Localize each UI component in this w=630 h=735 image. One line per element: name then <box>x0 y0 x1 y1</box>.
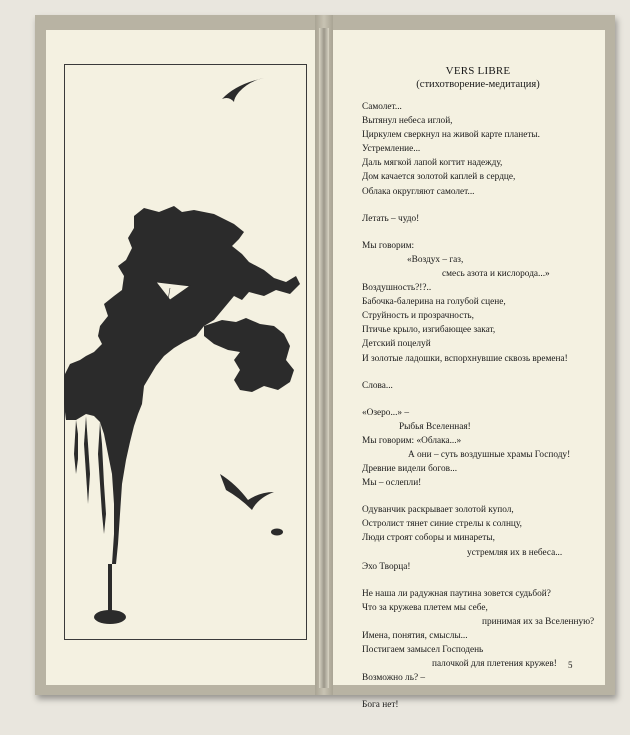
poem-line: Постигаем замысел Господень <box>362 645 484 656</box>
poem-line: Облака округляют самолет... <box>362 186 475 197</box>
poem-line: А они – суть воздушные храмы Господу! <box>408 449 571 460</box>
poem-line: Мы – ослепли! <box>362 478 422 489</box>
poem-line: Остролист тянет синие стрелы к солнцу, <box>362 519 522 530</box>
ink-drip <box>74 420 78 474</box>
page-number: 5 <box>568 660 573 670</box>
poem-text <box>362 64 594 712</box>
poem-line: Мы говорим: «Облака...» <box>362 435 462 446</box>
poem-line: «Воздух – газ, <box>407 254 464 265</box>
stanza-gap <box>362 490 594 503</box>
ink-drip <box>84 416 90 504</box>
stanza-gap <box>362 685 594 698</box>
poem-line: Устремление... <box>362 144 421 155</box>
poem-line: Бабочка-балерина на голубой сцене, <box>362 297 506 308</box>
poem-line: Бога нет! <box>362 700 399 711</box>
poem-line: устремляя их в небеса... <box>467 547 563 558</box>
stanza-gap <box>362 226 594 239</box>
poem-line: Древние видели богов... <box>362 464 458 475</box>
stanza-gap <box>362 574 594 587</box>
poem-lines <box>362 100 594 712</box>
stanza-gap <box>362 199 594 212</box>
page-gutter <box>319 28 329 688</box>
poem-line: Люди строят соборы и минареты, <box>362 533 495 544</box>
poem-line: Струйность и прозрачность, <box>362 311 474 322</box>
poem-line: Одуванчик раскрывает золотой купол, <box>362 505 514 516</box>
ink-fragment <box>204 318 294 392</box>
stanza-gap <box>362 366 594 379</box>
poem-line: «Озеро...» – <box>362 407 410 418</box>
poem-line: Слова... <box>362 380 393 391</box>
poem-title: VERS LIBRE <box>445 65 511 77</box>
ink-drop <box>271 529 283 536</box>
poem-line: Вытянул небеса иглой, <box>362 116 453 127</box>
poem-line: И золотые ладошки, вспорхнувшие сквозь времена! <box>362 353 568 364</box>
poem-line: Мы говорим: <box>362 240 415 251</box>
poem-line: Птичье крыло, изгибающее закат, <box>362 325 496 336</box>
poem-line: смесь азота и кислорода...» <box>442 268 550 279</box>
poem-line: Циркулем сверкнул на живой карте планеты. <box>362 130 540 141</box>
bird-icon-top <box>222 78 264 102</box>
poem-line: Самолет... <box>362 102 402 112</box>
stanza-gap <box>362 393 594 406</box>
poem-line: палочкой для плетения кружев! <box>432 659 557 670</box>
illustration <box>64 64 305 638</box>
poem-line: принимая их за Вселенную? <box>482 616 595 627</box>
poem-line: Рыбья Вселенная! <box>399 421 471 432</box>
poem-line: Детский поцелуй <box>362 339 431 350</box>
ink-drip <box>98 422 106 534</box>
poem-subtitle: (стихотворение-медитация) <box>416 79 540 90</box>
poem-line: Дом качается золотой каплей в сердце, <box>362 172 516 183</box>
poem-line: Эхо Творца! <box>362 561 411 572</box>
poem-line: Даль мягкой лапой когтит надежду, <box>362 158 503 169</box>
ink-pool <box>94 610 126 624</box>
poem-line: Воздушность?!?.. <box>362 283 432 294</box>
poem-line: Что за кружева плетем мы себе, <box>362 602 488 613</box>
poem-line: Возможно ль? – <box>362 673 426 684</box>
poem-line: Имена, понятия, смыслы... <box>362 631 468 641</box>
poem-line: Летать – чудо! <box>362 213 420 224</box>
ink-drip <box>108 564 112 612</box>
bird-icon-middle <box>220 474 274 510</box>
poem-line: Не наша ли радужная паутина зовется судьбой? <box>362 588 551 599</box>
